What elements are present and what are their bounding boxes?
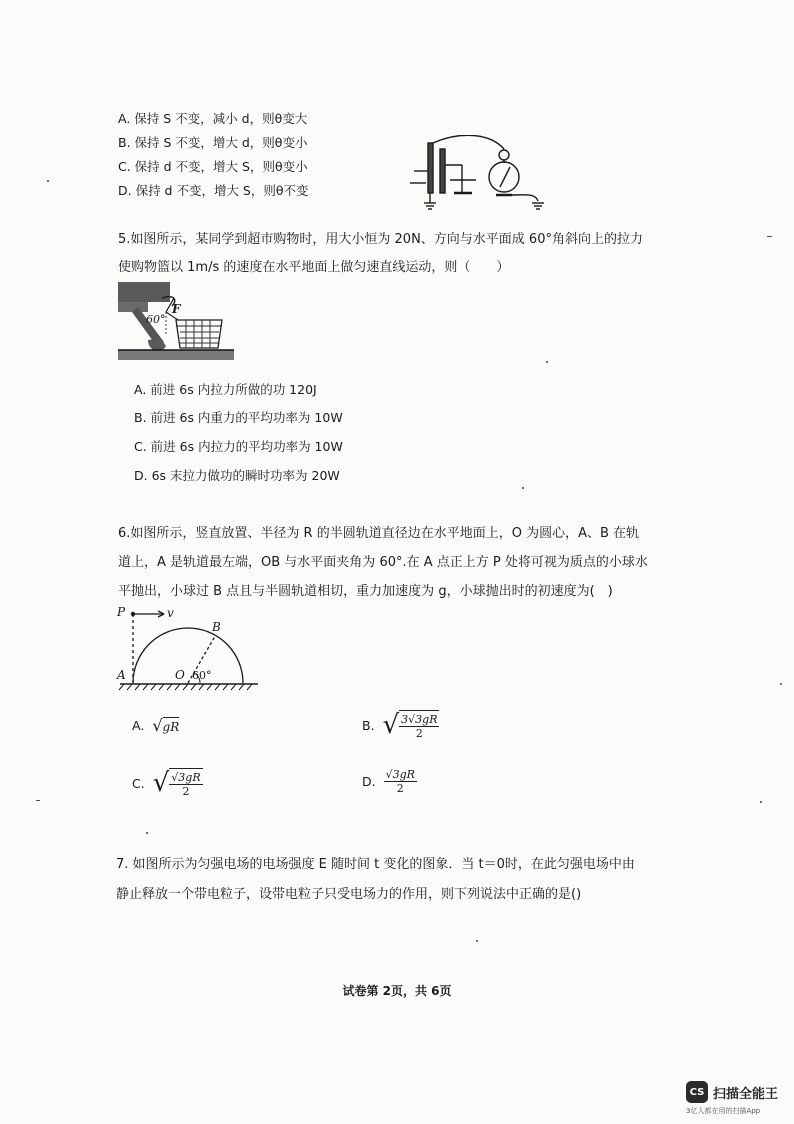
q6-option-d-numerator: √3gR — [385, 768, 415, 781]
q6-option-a[interactable] — [132, 716, 179, 735]
q6-option-a-label: A. — [132, 718, 145, 733]
fig6-label-o: O — [175, 668, 185, 682]
q4-option-d[interactable]: D. 保持 d 不变，增大 S，则θ不变 — [118, 183, 309, 198]
camscanner-logo-icon: CS — [686, 1081, 708, 1103]
q4-option-b[interactable]: B. 保持 S 不变，增大 d，则θ变小 — [118, 135, 308, 150]
q6-option-b-denominator: 2 — [415, 727, 423, 740]
q6-option-a-radicand: gR — [163, 717, 180, 734]
q7-stem-line2: 静止释放一个带电粒子，设带电粒子只受电场力的作用，则下列说法中正确的是() — [116, 887, 582, 902]
scan-speck — [36, 800, 40, 801]
fig6-label-p: P — [117, 605, 126, 619]
q6-stem-line2: 道上，A 是轨道最左端，OB 与水平面夹角为 60°.在 A 点正上方 P 处将可视为质点的小球水 — [118, 555, 648, 570]
shopping-basket-figure — [118, 282, 234, 362]
watermark-tagline: 3亿人都在用的扫描App — [686, 1107, 761, 1115]
q7-stem-line1: 7. 如图所示为匀强电场的电场强度 E 随时间 t 变化的图象．当 t＝0时，在此匀强电场中由 — [116, 857, 635, 872]
q6-option-b-formula: √ $\frac{3√3gR}{2}$ — [382, 710, 438, 740]
q4-option-c[interactable]: C. 保持 d 不变，增大 S，则θ变小 — [118, 159, 308, 174]
q6-option-c-label: C. — [132, 775, 145, 791]
q6-option-c-numerator: √3gR — [171, 771, 201, 784]
scanner-watermark — [686, 1081, 778, 1103]
q5-option-d[interactable]: D. 6s 末拉力做功的瞬时功率为 20W — [134, 468, 340, 483]
scan-speck — [522, 487, 524, 489]
q6-option-d[interactable] — [362, 768, 417, 795]
fig6-label-a: A — [117, 668, 126, 682]
q6-option-c-formula: √ $\frac{√3gR}{2}$ — [152, 768, 201, 798]
scan-speck — [546, 361, 548, 363]
scan-speck — [780, 683, 782, 685]
scan-speck — [476, 940, 478, 942]
q6-option-d-denominator: 2 — [396, 782, 404, 795]
fig6-label-v: v — [167, 606, 174, 620]
q6-option-c[interactable] — [132, 768, 203, 798]
fig5-angle-label: 60° — [146, 313, 166, 326]
q5-option-b[interactable]: B. 前进 6s 内重力的平均功率为 10W — [134, 410, 343, 425]
scan-speck — [47, 180, 49, 182]
q5-stem-line1: 5.如图所示，某同学到超市购物时，用大小恒为 20N、方向与水平面成 60°角斜向上的拉力 — [118, 232, 643, 247]
q6-stem-line1: 6.如图所示，竖直放置、半径为 R 的半圆轨道直径边在水平地面上，O 为圆心，A、B 在轨 — [118, 526, 640, 541]
watermark-app-name: 扫描全能王 — [713, 1086, 779, 1102]
q6-option-b-label: B. — [362, 717, 375, 733]
fig6-label-b: B — [212, 620, 221, 634]
scan-speck — [767, 236, 772, 237]
q6-option-b-numerator: 3√3gR — [401, 713, 438, 726]
q6-stem-line3: 平抛出，小球过 B 点且与半圆轨道相切，重力加速度为 g，小球抛出时的初速度为( ) — [118, 584, 613, 599]
scan-speck — [146, 832, 148, 834]
q5-option-a[interactable]: A. 前进 6s 内拉力所做的功 120J — [134, 382, 317, 397]
q4-option-a[interactable]: A. 保持 S 不变，减小 d，则θ变大 — [118, 111, 308, 126]
q6-option-c-denominator: 2 — [182, 785, 190, 798]
semicircle-track-figure — [112, 600, 262, 692]
q6-option-b[interactable] — [362, 710, 439, 740]
q6-option-d-formula — [384, 768, 417, 795]
q5-stem-line2: 使购物篮以 1m/s 的速度在水平地面上做匀速直线运动，则（ ） — [118, 260, 510, 275]
capacitor-electrometer-figure — [400, 135, 550, 217]
fig6-angle-label: 60° — [192, 669, 212, 682]
scan-speck — [760, 801, 762, 803]
q5-option-c[interactable]: C. 前进 6s 内拉力的平均功率为 10W — [134, 439, 343, 454]
page-footer: 试卷第 2页，共 6页 — [342, 984, 452, 998]
fig5-force-label: F — [172, 302, 181, 316]
q6-option-a-formula: √ gR — [152, 716, 180, 735]
q6-option-d-label: D. — [362, 774, 376, 789]
